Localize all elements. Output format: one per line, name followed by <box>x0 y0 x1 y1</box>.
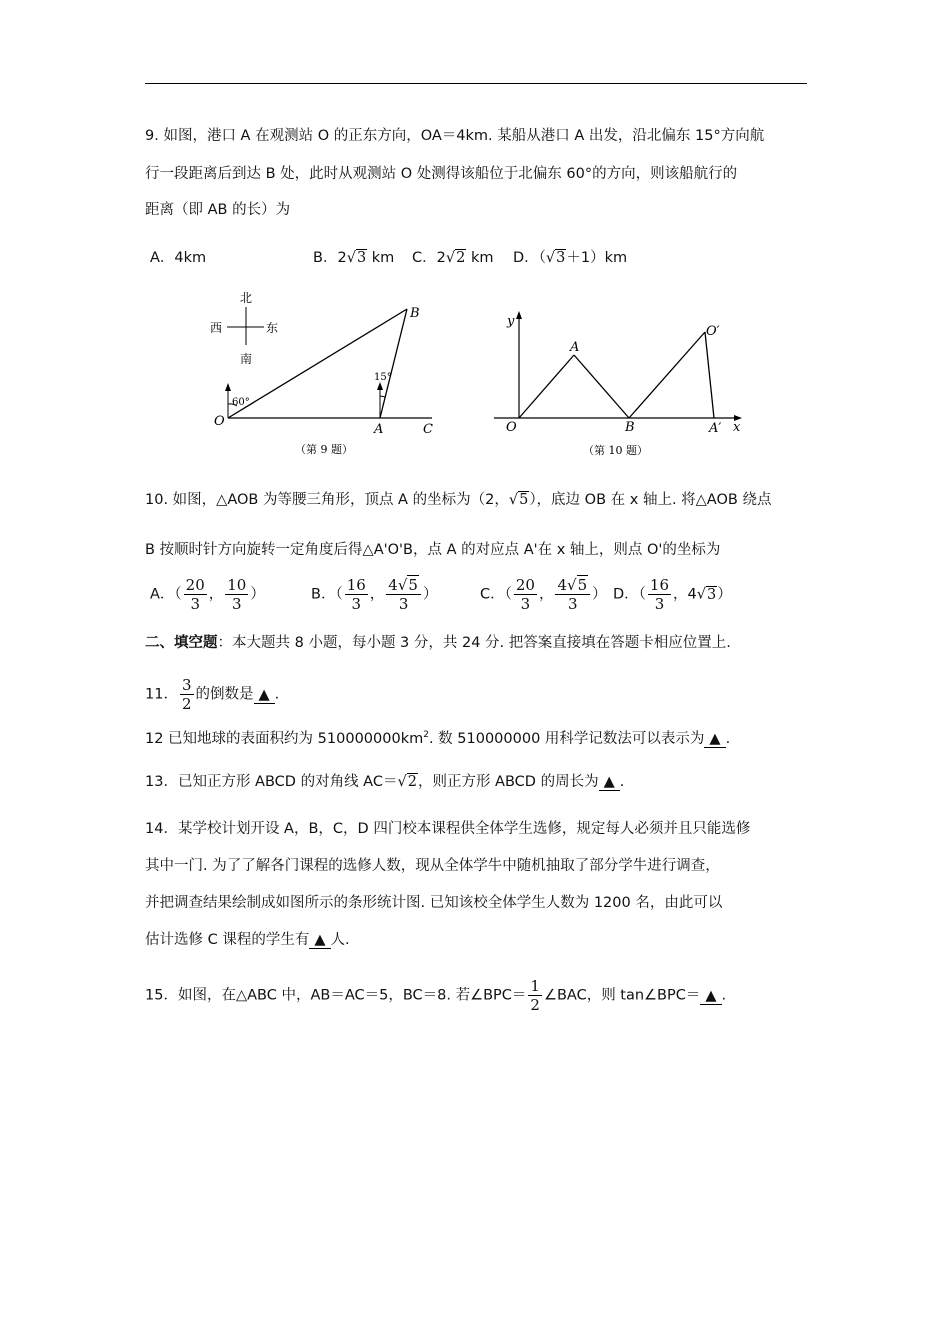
compass-north-label: 北 <box>240 291 253 305</box>
segment-ab <box>380 309 407 418</box>
point-a-prime-label: A′ <box>709 421 722 436</box>
q10-option-b: B．（ $\frac{16}{3}$ ， $\frac{4√5}{3}$ ） <box>311 576 438 613</box>
q10-line1: 10. 如图，△AOB 为等腰三角形，顶点 A 的坐标为（2，√5），底边 OB 在 x 轴上. 将△AOB 绕点 <box>145 492 772 508</box>
compass-west-label: 西 <box>210 321 223 335</box>
q9-line2: 行一段距离后到达 B 处，此时从观测站 O 处测得该船位于北偏东 60°的方向，则该船航行的 <box>145 166 738 182</box>
q14-line4: 估计选修 C 课程的学生有 ▲ 人. <box>145 932 350 948</box>
q10-option-d: D．（ $\frac{16}{3}$ ，4√3） <box>613 576 732 613</box>
header-rule <box>145 83 807 84</box>
q9-option-b: B．2√3 km <box>313 250 395 266</box>
angle-15-label: 15° <box>374 372 392 383</box>
q9-line3: 距离（即 AB 的长）为 <box>145 202 291 218</box>
origin-label: O <box>506 420 517 435</box>
compass-south-label: 南 <box>240 352 253 366</box>
segment-ab <box>574 355 629 418</box>
point-o-label: O <box>214 414 225 429</box>
north-arrow-a-head <box>377 382 383 390</box>
x-axis-label: x <box>733 420 741 435</box>
q10-line2: B 按顺时针方向旋转一定角度后得△A'O'B，点 A 的对应点 A'在 x 轴上，则点 O'的坐标为 <box>145 542 721 558</box>
segment-o-prime-a-prime <box>705 332 714 418</box>
figure-10-caption: （第 10 题） <box>583 444 648 457</box>
q9-option-d: D．（√3＋1）km <box>513 250 628 266</box>
y-axis-label: y <box>507 314 515 329</box>
q13: 13．已知正方形 ABCD 的对角线 AC＝√2，则正方形 ABCD 的周长为 ▲ . <box>145 774 625 790</box>
north-arrow-o-head <box>225 383 231 391</box>
angle-15-arc <box>380 396 385 397</box>
answer-blank: ▲ <box>254 687 275 704</box>
answer-blank: ▲ <box>599 774 620 791</box>
point-b-label: B <box>410 306 420 321</box>
point-o-prime-label: O′ <box>706 324 720 339</box>
figure-9 <box>200 285 460 465</box>
segment-oa <box>519 355 574 418</box>
section-2-heading: 二、填空题：本大题共 8 小题，每小题 3 分，共 24 分. 把答案直接填在答题卡相应位置上. <box>145 635 731 651</box>
q9-option-a: A．4km <box>150 250 207 266</box>
q15: 15．如图，在△ABC 中，AB＝AC＝5，BC＝8. 若∠BPC＝ $\frac{1}{2}$ ∠BAC，则 tan∠BPC＝ ▲ . <box>145 977 727 1014</box>
compass-east-label: 东 <box>266 321 279 335</box>
y-axis-arrow <box>516 311 522 319</box>
point-b-label: B <box>625 420 635 435</box>
q10-option-a: A．（ $\frac{20}{3}$ ， $\frac{10}{3}$ ） <box>150 576 265 613</box>
point-c-label: C <box>423 422 433 437</box>
q14-line3: 并把调查结果绘制成如图所示的条形统计图. 已知该校全体学生人数为 1200 名，由此可以 <box>145 895 723 911</box>
q12: 12 已知地球的表面积约为 $510000000km^2$. 数 510000000 用科学记数法可以表示为 ▲ . <box>145 730 731 747</box>
q9-option-c: C．2√2 km <box>412 250 494 266</box>
answer-blank: ▲ <box>704 731 725 748</box>
figure-9-caption: （第 9 题） <box>295 443 353 456</box>
q14-line2: 其中一门. 为了了解各门课程的选修人数，现从全体学牛中随机抽取了部分学牛进行调查， <box>145 858 720 874</box>
angle-60-label: 60° <box>232 397 250 408</box>
q9-line1: 9. 如图，港口 A 在观测站 O 的正东方向，OA＝4km. 某船从港口 A 出发，沿北偏东 15°方向航 <box>145 128 765 144</box>
q10-option-c: C．（ $\frac{20}{3}$ ， $\frac{4√5}{3}$ ） <box>480 576 607 613</box>
q14-line1: 14．某学校计划开设 A，B，C，D 四门校本课程供全体学生选修，规定每人必须并且只能选修 <box>145 821 751 837</box>
answer-blank: ▲ <box>309 932 330 949</box>
point-a-label: A <box>374 422 384 437</box>
segment-bo-prime <box>629 332 705 418</box>
q11: 11． $\frac{3}{2}$ 的倒数是 ▲ . <box>145 676 280 713</box>
point-a-label: A <box>570 340 580 355</box>
answer-blank: ▲ <box>700 988 721 1005</box>
figure-10 <box>490 305 755 465</box>
